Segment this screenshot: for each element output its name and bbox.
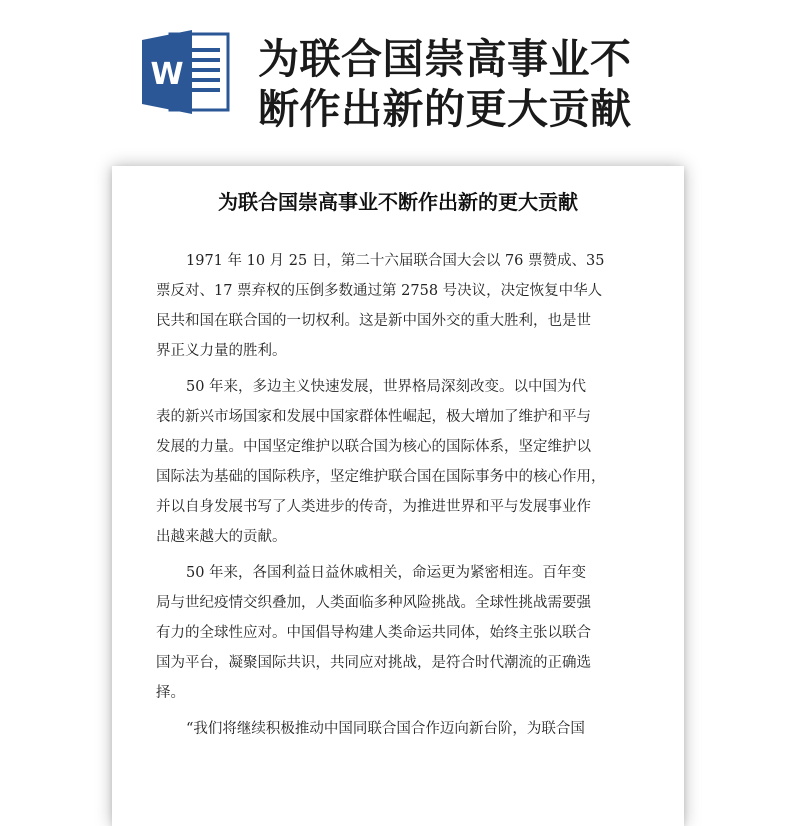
paragraph-line: 并以自身发展书写了人类进步的传奇，为推进世界和平与发展事业作	[156, 499, 591, 515]
banner-title	[258, 34, 778, 134]
paragraph-line: 出越来越大的贡献。	[156, 529, 287, 545]
paragraph	[156, 372, 640, 552]
paragraph-line: 民共和国在联合国的一切权利。这是新中国外交的重大胜利，也是世	[156, 313, 591, 329]
paragraph-line: 有力的全球性应对。中国倡导构建人类命运共同体，始终主张以联合	[156, 625, 591, 641]
paragraph-line: 50 年来，各国利益日益休戚相关，命运更为紧密相连。百年变	[186, 565, 587, 581]
document-page	[112, 166, 684, 826]
paragraph-line: 国际法为基础的国际秩序，坚定维护联合国在国际事务中的核心作用，	[156, 469, 606, 485]
paragraph-line: 50 年来，多边主义快速发展，世界格局深刻改变。以中国为代	[186, 379, 587, 395]
word-icon-letter: W	[150, 57, 184, 92]
paragraph-line: 票反对、17 票弃权的压倒多数通过第 2758 号决议，决定恢复中华人	[156, 283, 603, 299]
paragraph-line: 表的新兴市场国家和发展中国家群体性崛起，极大增加了维护和平与	[156, 409, 591, 425]
banner-title-line-1: 为联合国崇高事业不	[258, 35, 632, 83]
paragraph	[156, 558, 640, 708]
paragraph-line: 界正义力量的胜利。	[156, 343, 287, 359]
word-document-icon	[140, 28, 232, 116]
paragraph-line: 发展的力量。中国坚定维护以联合国为核心的国际体系，坚定维护以	[156, 439, 591, 455]
paragraph	[156, 246, 640, 366]
header-banner	[0, 0, 800, 150]
paragraph-line: 局与世纪疫情交织叠加，人类面临多种风险挑战。全球性挑战需要强	[156, 595, 591, 611]
paragraph-line: “我们将继续积极推动中国同联合国合作迈向新台阶，为联合国	[186, 721, 585, 737]
paragraph-line: 1971 年 10 月 25 日，第二十六届联合国大会以 76 票赞成、35	[186, 253, 605, 269]
document-title: 为联合国崇高事业不断作出新的更大贡献	[218, 190, 578, 214]
paragraph-line: 择。	[156, 685, 185, 701]
document-body	[112, 216, 684, 744]
banner-title-line-2: 断作出新的更大贡献	[258, 85, 632, 133]
paragraph	[156, 714, 640, 744]
paragraph-line: 国为平台，凝聚国际共识，共同应对挑战，是符合时代潮流的正确选	[156, 655, 591, 671]
